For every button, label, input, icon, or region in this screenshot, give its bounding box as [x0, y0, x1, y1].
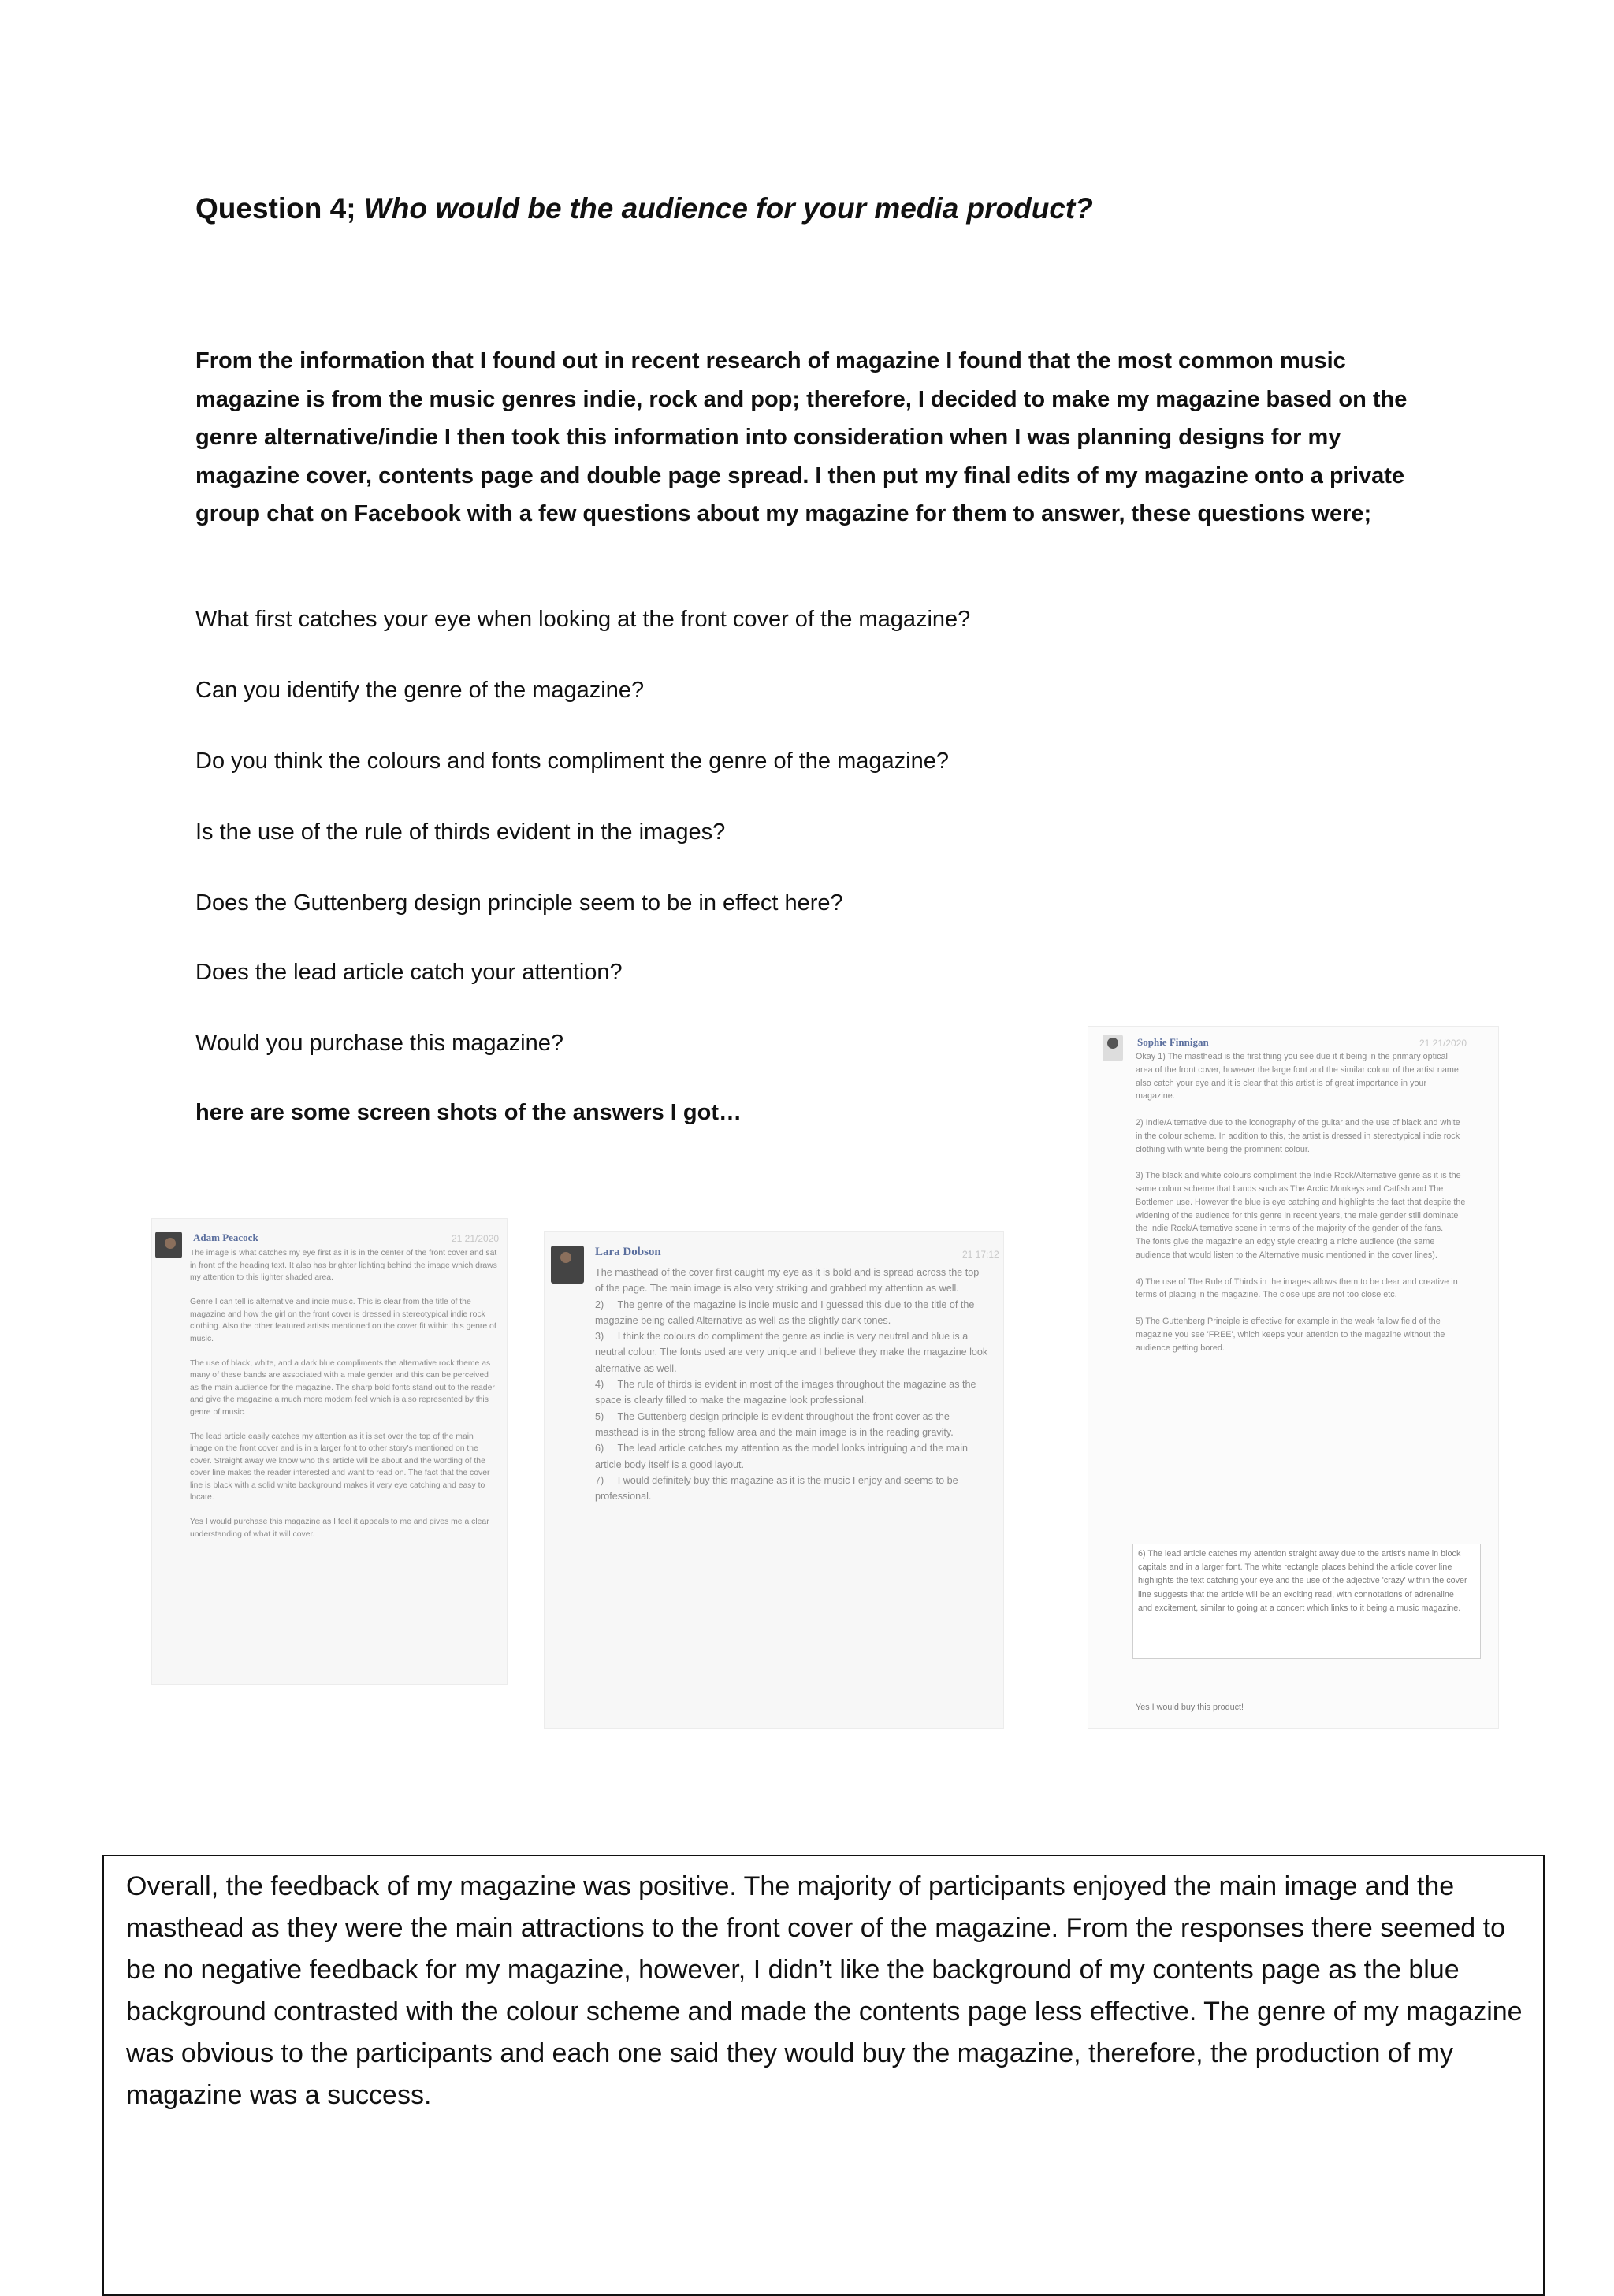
avatar [551, 1246, 584, 1284]
answers-intro: here are some screen shots of the answers I got… [195, 1100, 742, 1125]
comment-highlight-box [1132, 1544, 1481, 1659]
conclusion-box [102, 1855, 1545, 2296]
comment-timestamp: 21 21/2020 [1419, 1038, 1467, 1049]
survey-question: Does the lead article catch your attention? [195, 960, 623, 985]
survey-question: Does the Guttenberg design principle seem to be in effect here? [195, 890, 843, 916]
avatar [1103, 1035, 1123, 1061]
survey-question: Can you identify the genre of the magazine? [195, 678, 645, 703]
conclusion-text: Overall, the feedback of my magazine was positive. The majority of participants enjoyed the main image and the masthead as they were the main attractions to the front cover of the magazine. From the responses there seemed to be no negative feedback for my magazine, however, I didn’t like the background of my contents page as the blue background contrasted with the colour scheme and made the contents page less effective. The genre of my magazine was obvious to the participants and each one said they would buy the magazine, therefore, the production of my magazine was a success. [126, 1871, 1523, 2110]
intro-paragraph: From the information that I found out in recent research of magazine I found that the most common music magazine is from the music genres indie, rock and pop; therefore, I decided to make my magazine based on the genre alternative/indie I then took this information into consideration when I was planning designs for my magazine cover, contents page and double page spread. I then put my final edits of my magazine onto a private group chat on Facebook with a few questions about my magazine for them to answer, these questions were; [195, 348, 1408, 526]
screenshot-lara-comment [544, 1231, 1004, 1729]
survey-question: What first catches your eye when looking at the front cover of the magazine? [195, 607, 971, 632]
survey-question: Is the use of the rule of thirds evident in the images? [195, 819, 726, 845]
comment-body: The masthead of the cover first caught my eye as it is bold and is spread across the top of the page. The main image is also very striking and grabbed my attention as well. 2) The genre of the magazine is indie music and I guessed this due to the title of the magazine being called Alternative as well as the slightly dark tones. 3) I think the colours do compliment the genre as indie is very neutral and blue is a neutral colour. The fonts used are very unique and I believe they make the magazine look alternative as well. 4) The rule of thirds is evident in most of the images throughout the magazine as the space is clearly filled to make the magazine look professional. 5) The Guttenberg design principle is evident throughout the front cover as the masthead is in the strong fallow area and the main image is in the reading gravity. 6) The lead article catches my attention as the model looks intriguing and the main article body itself is a good layout. 7) I would definitely buy this magazine as it is the music I enjoy and seems to be professional. [595, 1267, 988, 1503]
question-label: Question 4; [195, 192, 356, 225]
avatar [155, 1232, 182, 1258]
question-heading [195, 192, 1093, 225]
screenshot-adam-comment [151, 1218, 508, 1685]
survey-question: Would you purchase this magazine? [195, 1031, 563, 1056]
comment-timestamp: 21 17:12 [962, 1249, 999, 1260]
comment-final-answer: Yes I would buy this product! [1136, 1703, 1244, 1712]
commenter-name: Lara Dobson [595, 1246, 661, 1258]
comment-highlight-text: 6) The lead article catches my attention straight away due to the artist's name in block capitals and in a larger font. The white rectangle places behind the article cover line highlights the text catching your eye and the use of the adjective 'crazy' within the cover line suggests that the article will be an exciting read, with connotations of adrenaline and excitement, similar to going at a concert which links to it being a music magazine. [1138, 1549, 1470, 1613]
screenshot-sophie-comment [1088, 1026, 1499, 1729]
survey-question: Do you think the colours and fonts compliment the genre of the magazine? [195, 749, 949, 774]
comment-body: The image is what catches my eye first as it is in the center of the front cover and sat in front of the heading text. It also has brighter lighting behind the image which draws my attention to this lighter shaded area. Genre I can tell is alternative and indie music. This is clear from the title of the magazine and how the girl on the front cover is dressed in stereotypical indie rock clothing. Also the other featured artists mentioned on the cover fit within this genre of music. The use of black, white, and a dark blue compliments the alternative rock theme as many of these bands are associated with a male gender and this can be perceived as the main audience for the magazine. The sharp bold fonts stand out to the reader and give the magazine a much more modern feel which is also represented by this genre of music. The lead article easily catches my attention as it is set over the top of the main image on the front cover and is in a larger font to other story's mentioned on the cover. Straight away we know who this article will be about and the wording of the cover line makes the reader interested and want to read on. The fact that the cover line is black with a solid white background makes it very eye catching and easy to locate. Yes I would purchase this magazine as I feel it appeals to me and gives me a clear understanding of what it will cover. [190, 1249, 497, 1539]
commenter-name: Adam Peacock [193, 1232, 258, 1243]
question-text: Who would be the audience for your media product? [363, 192, 1093, 225]
comment-timestamp: 21 21/2020 [452, 1233, 500, 1244]
commenter-name: Sophie Finnigan [1137, 1036, 1209, 1048]
comment-body: Okay 1) The masthead is the first thing you see due it it being in the primary optical area of the front cover, however the large font and the similar colour of the artist name also catch your eye and it is clear that this artist is of great importance in your magazine. 2) Indie/Alternative due to the iconography of the guitar and the use of black and white in the colour scheme. In addition to this, the artist is dressed in stereotypical indie rock clothing with white being the prominent colour. 3) The black and white colours compliment the Indie Rock/Alternative genre as it is the same colour scheme that bands such as The Arctic Monkeys and Catfish and The Bottlemen use. However the blue is eye catching and highlights the fact that despite the widening of the audience for this genre in recent years, the male gender still dominate the Indie Rock/Alternative scene in terms of the majority of the gender of the fans. The fonts give the magazine an edgy style creating a niche audience (the same audience that would listen to the Alternative music mentioned in the cover lines). 4) The use of The Rule of Thirds in the images allows them to be clear and creative in terms of placing in the magazine. The close ups are not too close etc. 5) The Guttenberg Principle is effective for example in the weak fallow field of the magazine you see 'FREE', which keeps your attention to the magazine without the audience getting bored. [1136, 1052, 1466, 1353]
